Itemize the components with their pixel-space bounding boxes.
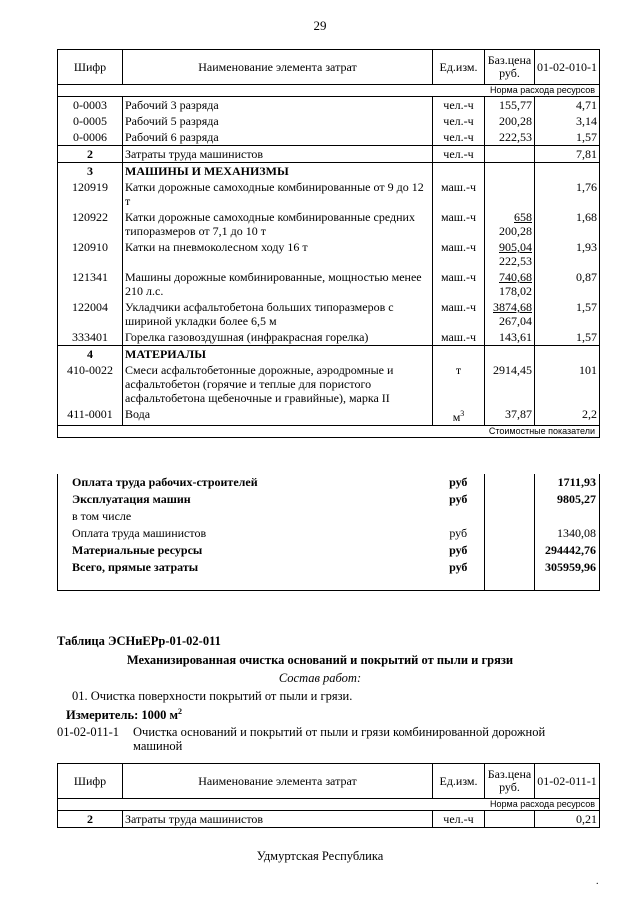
header-price: Баз.цена руб. [485, 50, 535, 85]
table-header-row: Шифр Наименование элемента затрат Ед.изм. Баз.цена руб. 01-02-011-1 [58, 764, 600, 799]
page-number: 29 [313, 18, 327, 33]
table-row: 0-0006 Рабочий 6 разряда чел.-ч 222,53 1,57 [58, 129, 600, 146]
item-description: Очистка оснований и покрытий от пыли и грязи комбинированной дорожной машиной [133, 725, 546, 753]
summary-row: в том числе [58, 508, 600, 525]
table-title: Таблица ЭСНиЕРр-01-02-011 [57, 634, 221, 648]
header-code: Шифр [58, 50, 123, 85]
table-row: 2 Затраты труда машинистов чел.-ч 7,81 [58, 146, 600, 163]
table-row: 2 Затраты труда машинистов чел.-ч 0,21 [58, 811, 600, 828]
work-composition-label: Состав работ: [278, 671, 362, 685]
item-code: 01-02-011-1 [57, 725, 120, 739]
table-row: 120922 Катки дорожные самоходные комбинированные средних типоразмеров от 7,1 до 10 т маш.-ч 658 200,28 1,68 [58, 209, 600, 239]
header-name: Наименование элемента затрат [123, 50, 433, 85]
table-row: 0-0005 Рабочий 5 разряда чел.-ч 200,28 3,14 [58, 113, 600, 129]
summary-row: Всего, прямые затраты руб 305959,96 [58, 559, 600, 576]
footer-region: Удмуртская Республика [256, 849, 384, 863]
work-item: 01. Очистка поверхности покрытий от пыли и грязи. [72, 689, 353, 703]
summary-row: Эксплуатация машин руб 9805,27 [58, 491, 600, 508]
table-row: 121341 Машины дорожные комбинированные, мощностью менее 210 л.с. маш.-ч 740,68 178,02 0,87 [58, 269, 600, 299]
summary-row: Оплата труда машинистов руб 1340,08 [58, 525, 600, 542]
footer-mark: . [596, 876, 599, 887]
table-row: 122004 Укладчики асфальтобетона больших типоразмеров с шириной укладки более 6,5 м маш.-ч 3874,68 267,04 1,57 [58, 299, 600, 329]
cost-indicators-label: Стоимостные показатели [58, 426, 600, 438]
table-row: 120919 Катки дорожные самоходные комбинированные от 9 до 12 т маш.-ч 1,76 [58, 179, 600, 209]
table-row: 120910 Катки на пневмоколесном ходу 16 т маш.-ч 905,04 222,53 1,93 [58, 239, 600, 269]
header-unit: Ед.изм. [433, 50, 485, 85]
table-row: 410-0022 Смеси асфальтобетонные дорожные, аэродромные и асфальтобетон (горячие и теплые для пористого асфальтобетона щебеночные и гравийные), марка II т 2914,45 101 [58, 362, 600, 406]
resource-table-1 [57, 49, 600, 438]
cost-summary-table [57, 474, 600, 591]
header-table-id: 01-02-011-1 [535, 764, 600, 799]
meter-label: Измеритель: 1000 $м^2$ [66, 707, 183, 723]
cost-indicators-row [58, 426, 600, 438]
table-row: 0-0003 Рабочий 3 разряда чел.-ч 155,77 4,71 [58, 97, 600, 114]
norma-row: Норма расхода ресурсов [58, 799, 600, 811]
table-row: 333401 Горелка газовоздушная (инфракрасная горелка) маш.-ч 143,61 1,57 [58, 329, 600, 346]
section-row-machines: 3 МАШИНЫ И МЕХАНИЗМЫ [58, 163, 600, 180]
summary-row: Материальные ресурсы руб 294442,76 [58, 542, 600, 559]
table-subtitle: Механизированная очистка оснований и покрытий от пыли и грязи [126, 653, 514, 667]
section-row-materials: 4 МАТЕРИАЛЫ [58, 346, 600, 363]
resource-table-2 [57, 763, 600, 828]
table-row: 411-0001 Вода $м^3$ 37,87 2,2 [58, 406, 600, 426]
header-table-id: 01-02-010-1 [535, 50, 600, 85]
table-header-row [58, 50, 600, 85]
norma-row [58, 85, 600, 97]
summary-row: Оплата труда рабочих-строителей руб 1711,93 [58, 474, 600, 491]
norma-label: Норма расхода ресурсов [58, 85, 600, 97]
